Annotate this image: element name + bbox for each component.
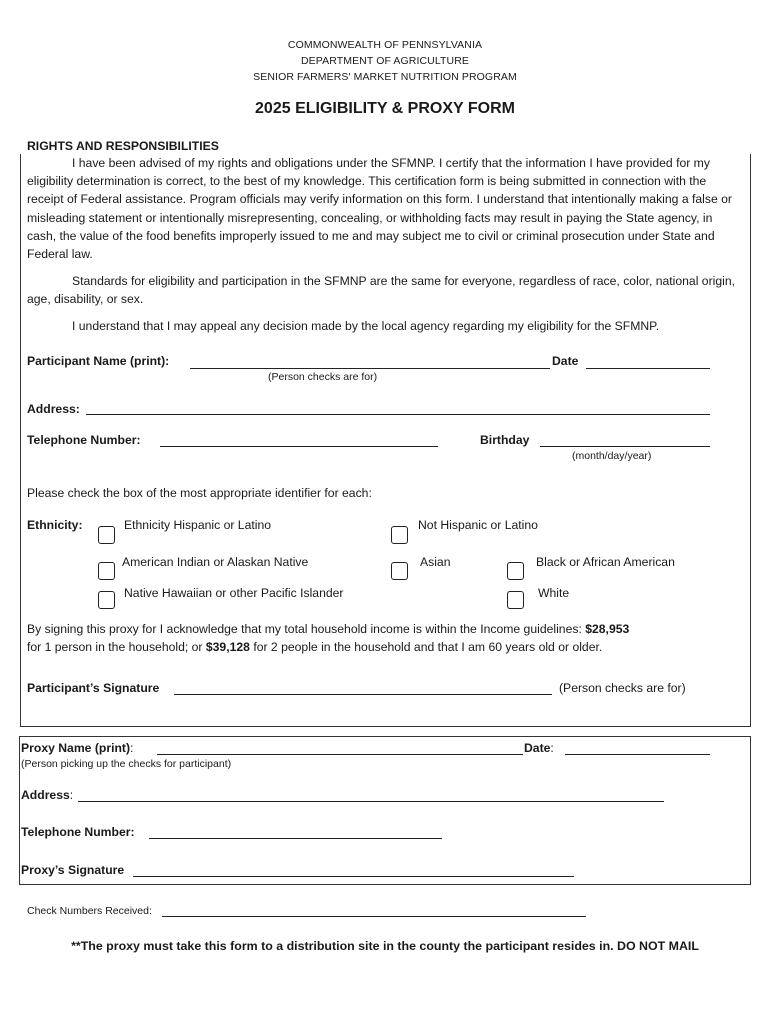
ethnicity-label: Ethnicity: [27,518,83,532]
participant-name-note: (Person checks are for) [268,371,378,383]
race-asian-label: Asian [420,555,451,569]
proxy-phone-field[interactable] [149,838,442,839]
proxy-address-colon: : [69,788,74,802]
check-numbers-field[interactable] [162,916,586,917]
income-statement-line1 [27,620,629,638]
proxy-signature-field[interactable] [133,876,574,877]
participant-birthday-label: Birthday [480,433,530,447]
proxy-address-label-text: Address [21,788,70,802]
rights-heading: RIGHTS AND RESPONSIBILITIES [27,139,219,153]
participant-signature-note: (Person checks are for) [559,681,686,695]
rights-paragraph-3: I understand that I may appeal any decision made by the local agency regarding my eligibility for the SFMNP. [72,319,660,333]
race-black-checkbox[interactable] [507,562,524,580]
proxy-phone-label: Telephone Number: [21,825,135,839]
proxy-name-field[interactable] [157,754,523,755]
proxy-date-field[interactable] [565,754,710,755]
footer-mailing-note: **The proxy must take this form to a distribution site in the county the participant resides in. DO NOT MAIL [71,939,699,953]
income-amount-1-person: $28,953 [585,622,630,636]
race-black-label: Black or African American [536,555,675,569]
participant-phone-label: Telephone Number: [27,433,141,447]
proxy-address-label [21,786,73,804]
proxy-address-field[interactable] [78,801,664,802]
participant-signature-label: Participant’s Signature [27,681,160,695]
participant-phone-field[interactable] [160,446,438,447]
income-text-2: for 1 person in the household; or [27,640,206,654]
participant-birthday-field[interactable] [540,446,710,447]
participant-signature-field[interactable] [174,694,552,695]
proxy-date-label-text: Date [524,741,551,755]
participant-date-field[interactable] [586,368,710,369]
proxy-signature-label: Proxy’s Signature [21,863,125,877]
ethnicity-not-hispanic-checkbox[interactable] [391,526,408,544]
income-text-3: for 2 people in the household and that I am 60 years old or older. [249,640,603,654]
race-pacific-islander-label: Native Hawaiian or other Pacific Islander [124,586,344,600]
income-amount-2-people: $39,128 [205,640,250,654]
proxy-name-label [21,739,133,757]
birthday-format-note: (month/day/year) [572,450,652,462]
ethnicity-hispanic-checkbox[interactable] [98,526,115,544]
participant-address-label: Address: [27,402,80,416]
rights-paragraph-2: Standards for eligibility and participation in the SFMNP are the same for everyone, regardless of race, color, national origin, age, disability, or sex. [27,274,735,307]
race-asian-checkbox[interactable] [391,562,408,580]
race-american-indian-label: American Indian or Alaskan Native [122,555,309,569]
race-american-indian-checkbox[interactable] [98,562,115,580]
identifier-prompt: Please check the box of the most appropriate identifier for each: [27,486,372,500]
participant-address-field[interactable] [86,414,710,415]
rights-paragraph-1: I have been advised of my rights and obligations under the SFMNP. I certify that the information I have provided for my eligibility determination is correct, to the best of my knowledge. This certification form is being submitted in connection with the receipt of Federal assistance. Program officials may verify information on this form. I understand that intentionally making a false or misleading statement or intentionally misrepresenting, concealing, or withholding facts may result in paying the State agency, in cash, the value of the food benefits improperly issued to me and may subject me to civil or criminal prosecution under State and Federal law. [27,156,732,262]
income-statement-line2 [27,638,602,656]
race-white-label: White [538,586,570,600]
check-numbers-label: Check Numbers Received: [27,905,152,917]
proxy-name-label-text: Proxy Name (print) [21,741,131,755]
form-title: 2025 ELIGIBILITY & PROXY FORM [255,100,515,117]
proxy-date-colon: : [550,741,554,755]
header-agency-line1: COMMONWEALTH OF PENNSYLVANIA [287,39,483,51]
race-pacific-islander-checkbox[interactable] [98,591,115,609]
proxy-date-label [524,739,554,757]
participant-name-field[interactable] [190,368,550,369]
ethnicity-hispanic-label: Ethnicity Hispanic or Latino [124,518,271,532]
income-text-1: By signing this proxy for I acknowledge that my total household income is within the Income guidelines: [27,622,586,636]
proxy-name-note: (Person picking up the checks for participant) [21,758,232,770]
race-white-checkbox[interactable] [507,591,524,609]
participant-name-label: Participant Name (print): [27,354,170,368]
participant-date-label: Date [552,354,579,368]
ethnicity-not-hispanic-label: Not Hispanic or Latino [418,518,538,532]
header-agency-line2: DEPARTMENT OF AGRICULTURE [301,55,469,67]
header-program-line: SENIOR FARMERS' MARKET NUTRITION PROGRAM [253,71,517,83]
proxy-name-colon: : [130,741,134,755]
